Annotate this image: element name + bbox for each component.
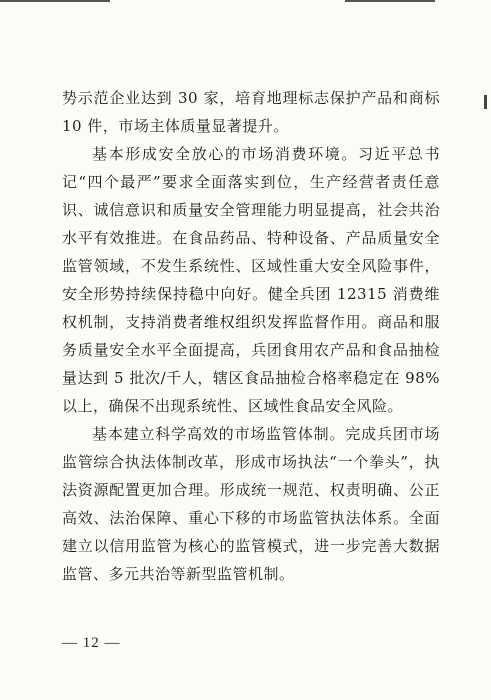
scan-edge-mark-left <box>0 0 110 2</box>
paragraph-regulatory-system: 基本建立科学高效的市场监管体制。完成兵团市场监管综合执法体制改革，形成市场执法“一个拳头”，执法资源配置更加合理。形成统一规范、权责明确、公正高效、法治保障、重心下移的市场监管执法体系。全面建立以信用监管为核心的监管模式，进一步完善大数据监管、多元共治等新型监管机制。 <box>62 425 440 583</box>
paragraph-consumer-environment: 基本形成安全放心的市场消费环境。习近平总书记“四个最严”要求全面落实到位，生产经营者责任意识、诚信意识和质量安全管理能力明显提高，社会共治水平有效推进。在食品药品、特种设备、产品质量安全监管领域，不发生系统性、区域性重大安全风险事件，安全形势持续保持稳中向好。健全兵团 12315 消费维权机制，支持消费者维权组织发挥监督作用。商品和服务质量安全水平全面提高，兵团食用农产品和食品抽检量达到 5 批次/千人，辖区食品抽检合格率稳定在 98%以上，确保不出现系统性、区域性食品安全风险。 <box>62 145 440 415</box>
paragraph-continuation: 势示范企业达到 30 家，培育地理标志保护产品和商标 10 件，市场主体质量显著提升。 <box>62 89 440 135</box>
document-body <box>62 84 440 588</box>
page-number: — 12 — <box>62 635 121 651</box>
scan-edge-mark-side <box>484 95 487 109</box>
scan-edge-mark-right <box>345 0 435 2</box>
